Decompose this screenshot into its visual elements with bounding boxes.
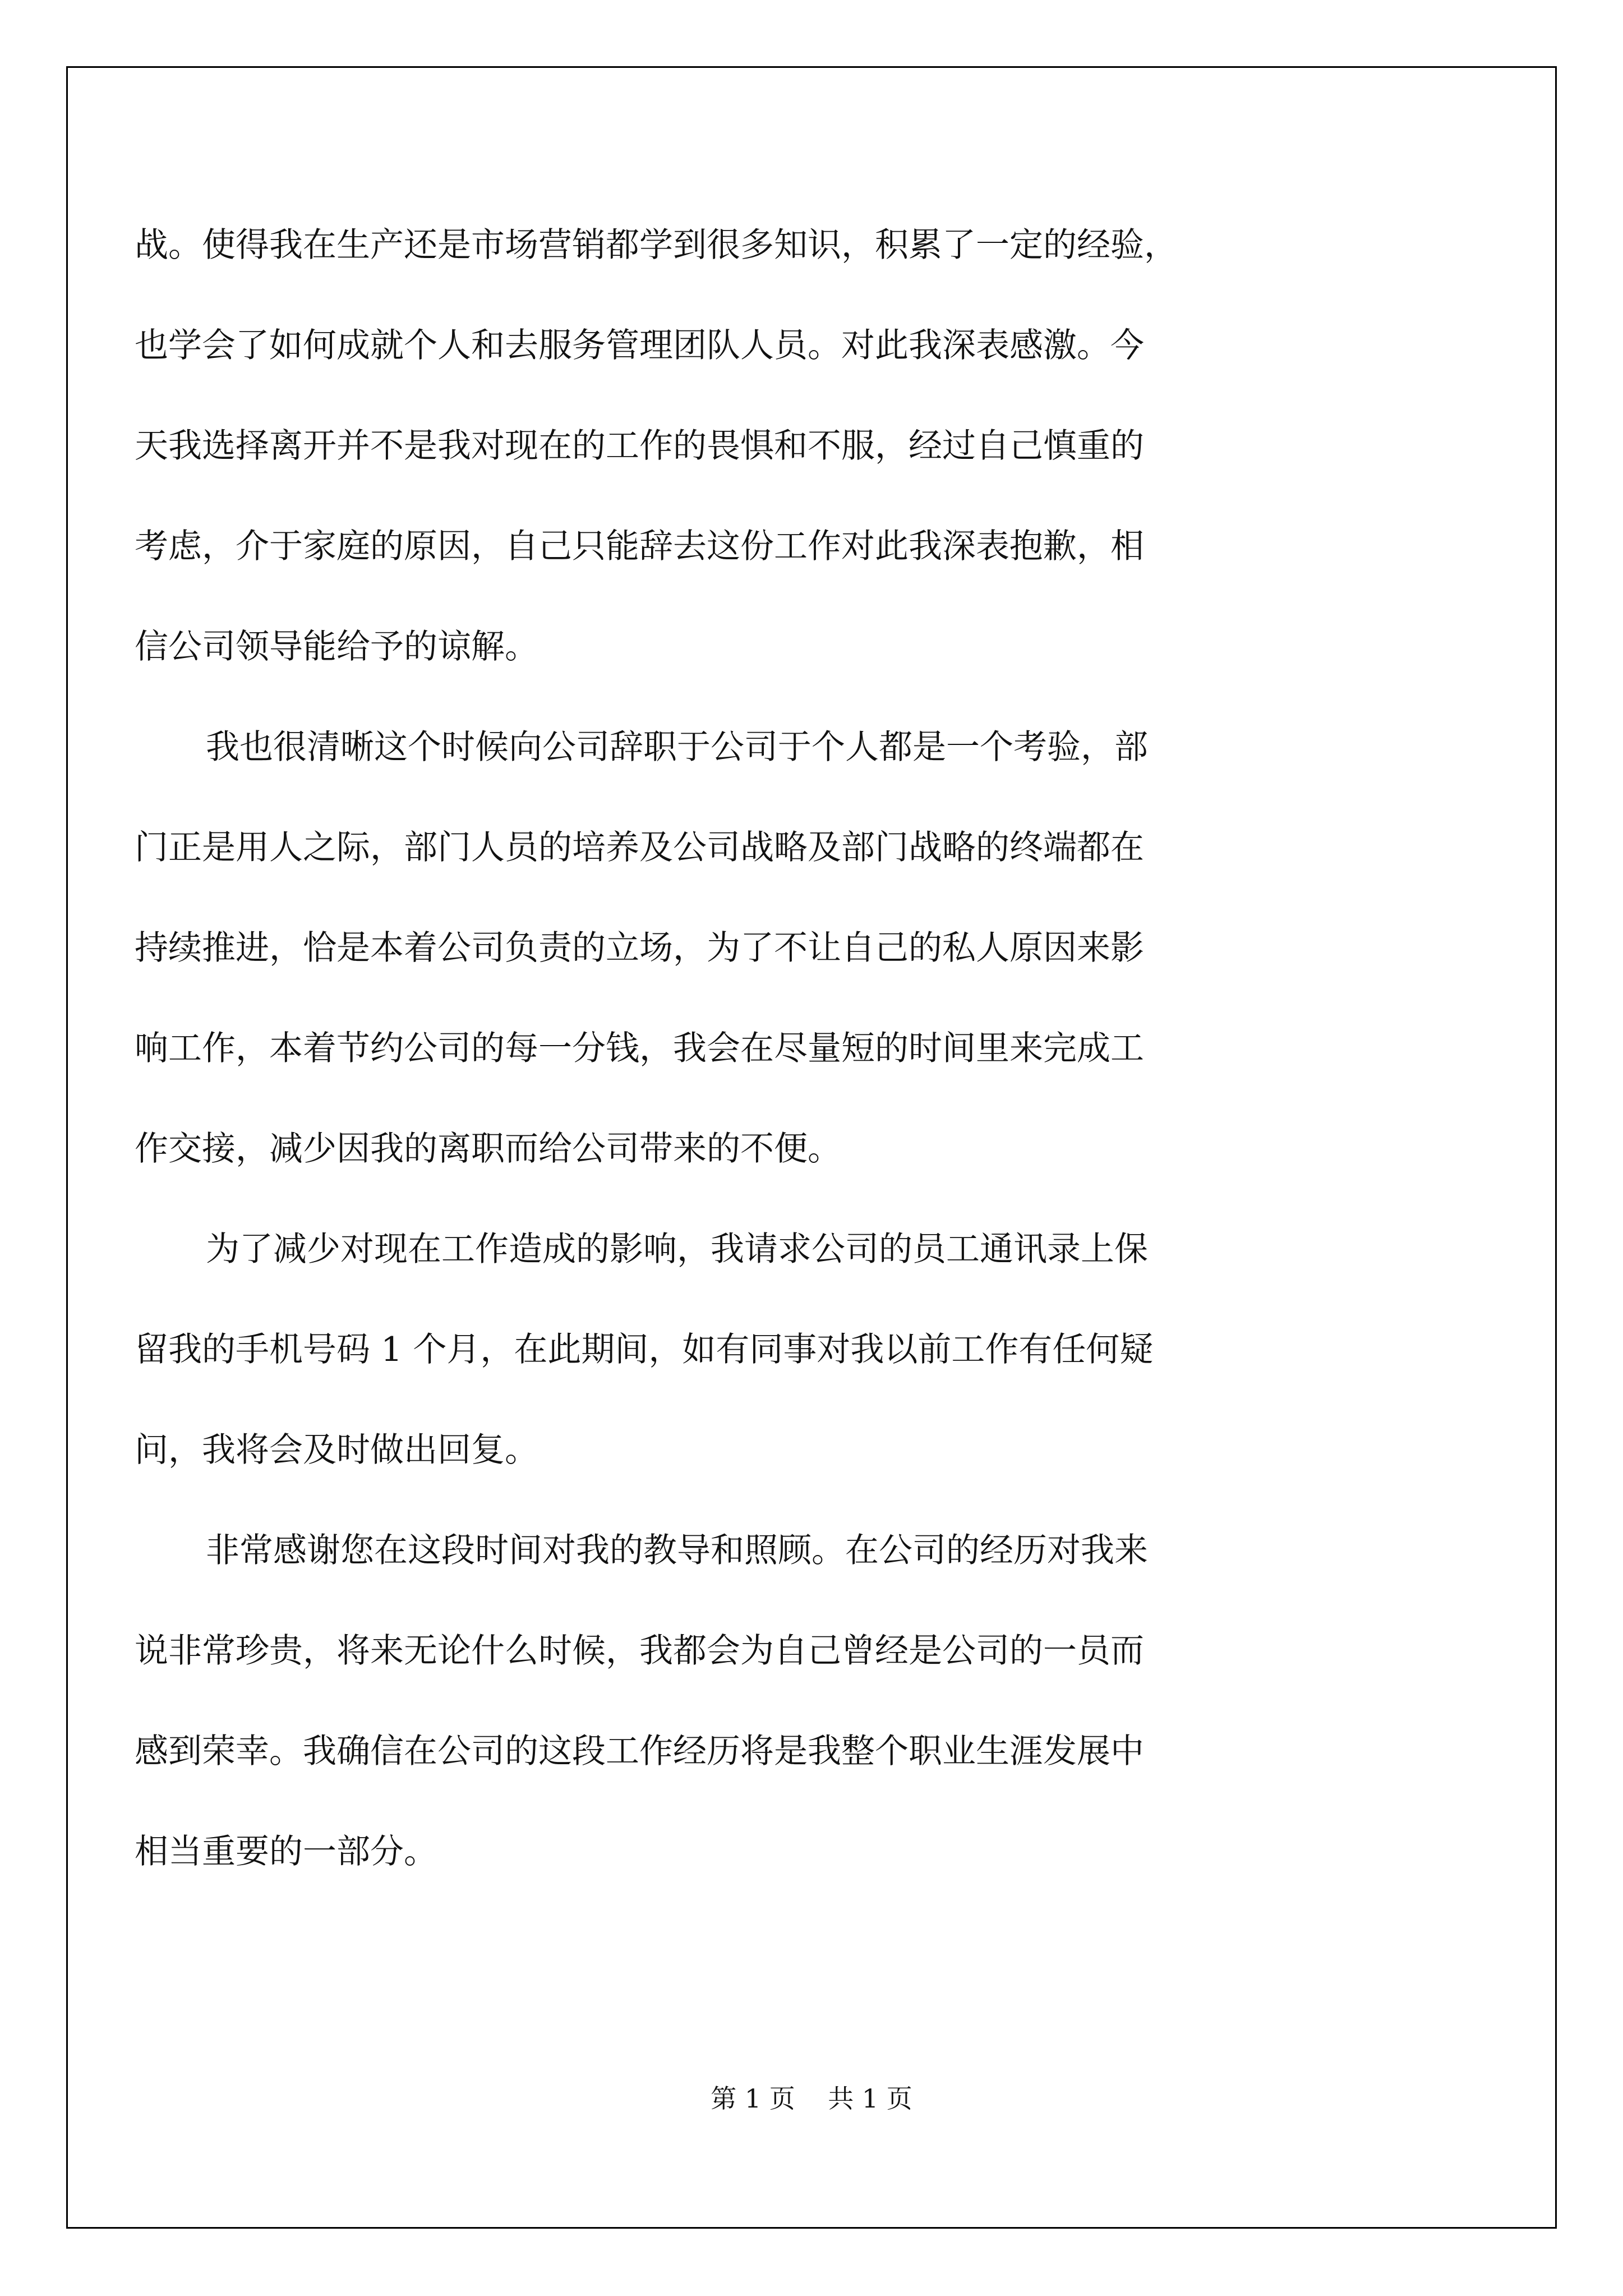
text-line: 相当重要的一部分。 [135, 1832, 437, 1871]
text-line: 非常感谢您在这段时间对我的教导和照顾。在公司的经历对我来 [206, 1531, 1148, 1570]
text-line: 作交接，减少因我的离职而给公司带来的不便。 [135, 1129, 841, 1168]
paragraph [135, 697, 1458, 1199]
text-line: 也学会了如何成就个人和去服务管理团队人员。对此我深表感激。今 [135, 326, 1144, 365]
paragraph [135, 1501, 1458, 1902]
document-body [135, 195, 1458, 1902]
text-line: 感到荣幸。我确信在公司的这段工作经历将是我整个职业生涯发展中 [135, 1732, 1144, 1771]
text-line: 问，我将会及时做出回复。 [135, 1430, 538, 1470]
text-line: 持续推进，恰是本着公司负责的立场，为了不让自己的私人原因来影 [135, 928, 1144, 968]
paragraph [135, 195, 1458, 697]
text-line: 门正是用人之际，部门人员的培养及公司战略及部门战略的终端都在 [135, 828, 1144, 867]
text-line: 天我选择离开并不是我对现在的工作的畏惧和不服，经过自己慎重的 [135, 426, 1144, 466]
text-line: 说非常珍贵，将来无论什么时候，我都会为自己曾经是公司的一员而 [135, 1631, 1144, 1671]
text-line: 为了减少对现在工作造成的影响，我请求公司的员工通讯录上保 [206, 1230, 1148, 1269]
text-line: 响工作，本着节约公司的每一分钱，我会在尽量短的时间里来完成工 [135, 1029, 1144, 1068]
text-line: 留我的手机号码 1 个月，在此期间，如有同事对我以前工作有任何疑 [135, 1330, 1154, 1369]
text-line: 战。使得我在生产还是市场营销都学到很多知识，积累了一定的经验， [135, 226, 1178, 265]
text-line: 考虑，介于家庭的原因，自己只能辞去这份工作对此我深表抱歉，相 [135, 527, 1144, 566]
text-line: 信公司领导能给予的谅解。 [135, 627, 538, 666]
paragraph [135, 1199, 1458, 1501]
page-footer: 第 1 页 共 1 页 [711, 2083, 912, 2114]
text-line: 我也很清晰这个时候向公司辞职于公司于个人都是一个考验，部 [206, 728, 1148, 767]
